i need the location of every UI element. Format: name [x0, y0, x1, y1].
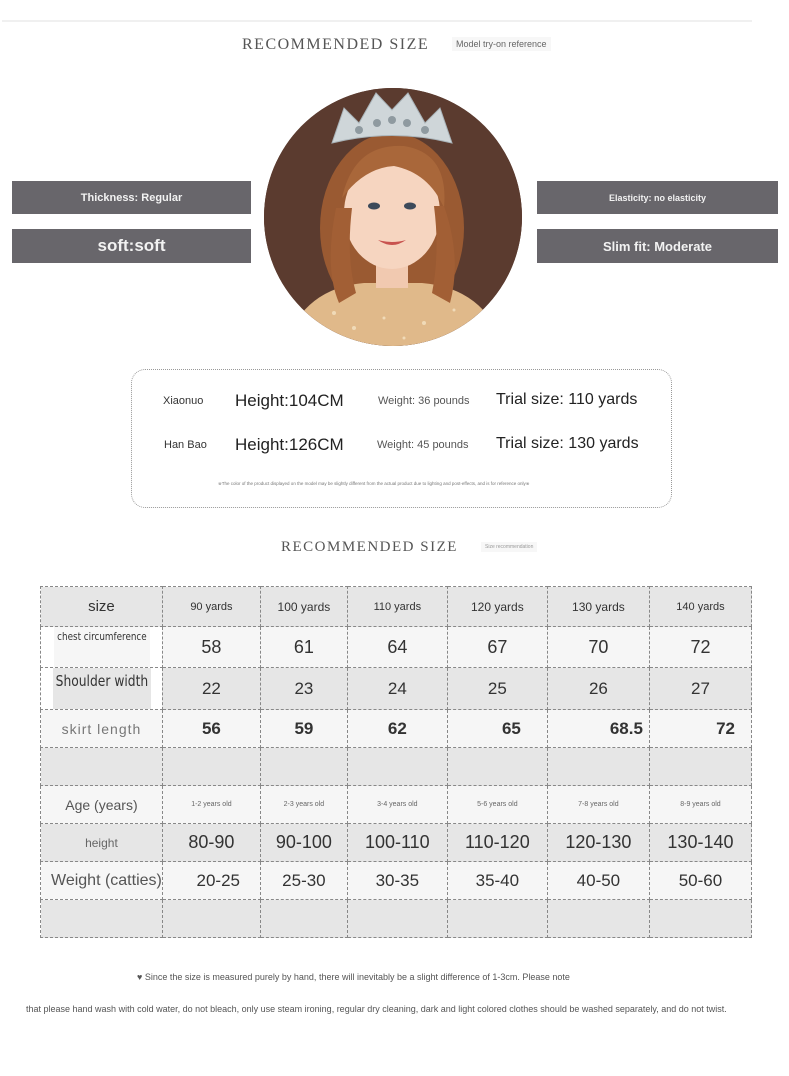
section-subtitle-model: Model try-on reference [452, 37, 551, 51]
color-disclaimer: ※The color of the product displayed on the model may be slightly different from the actual product due to lighting and post-effects, and is for reference only※ [218, 481, 530, 486]
height-cell: 80-90 [162, 824, 260, 862]
height-cell: 110-120 [447, 824, 547, 862]
chest-cell: 64 [347, 627, 447, 668]
weight-label-text: Weight (catties) [51, 871, 162, 889]
model-trial-size: Trial size: 110 yards [496, 391, 638, 408]
model-name: Xiaonuo [163, 395, 204, 407]
size-cell: 140 yards [649, 587, 751, 627]
shoulder-cell: 24 [347, 668, 447, 710]
section-title-size: RECOMMENDED SIZE [281, 539, 458, 555]
height-cell: 100-110 [347, 824, 447, 862]
age-cell: 3-4 years old [347, 786, 447, 824]
tag-softness: soft:soft [12, 229, 251, 263]
care-instructions: that please hand wash with cold water, do not bleach, only use steam ironing, regular dry cleaning, dark and light colored clothes should be washed separately, and do not twist. [26, 1004, 727, 1014]
age-cell: 2-3 years old [260, 786, 347, 824]
shoulder-cell: 23 [260, 668, 347, 710]
girl-portrait-illustration [264, 88, 522, 346]
size-cell: 130 yards [547, 587, 649, 627]
size-cell: 100 yards [260, 587, 347, 627]
size-chart-table [40, 586, 752, 938]
size-cell: 120 yards [447, 587, 547, 627]
age-cell: 7-8 years old [547, 786, 649, 824]
model-weight: Weight: 45 pounds [377, 439, 469, 451]
row-label: Age (years) [41, 786, 163, 824]
skirt-cell: 65 [447, 710, 547, 748]
tag-elasticity: Elasticity: no elasticity [537, 181, 778, 214]
model-photo [264, 88, 522, 346]
model-height: Height:126CM [235, 435, 344, 454]
table-row-age [41, 786, 752, 824]
row-label: Shoulder width [51, 668, 151, 710]
table-row-size [41, 587, 752, 627]
chest-cell: 72 [649, 627, 751, 668]
age-cell: 5-6 years old [447, 786, 547, 824]
weight-cell: 50-60 [649, 862, 751, 900]
skirt-cell: 62 [347, 710, 447, 748]
skirt-cell: 59 [260, 710, 347, 748]
weight-cell: 20-25 [162, 862, 260, 900]
row-label: skirt length [41, 710, 163, 748]
table-row-empty [41, 900, 752, 938]
model-name: Han Bao [164, 439, 207, 451]
chest-cell: 61 [260, 627, 347, 668]
row-label: height [41, 824, 163, 862]
section-title-model: RECOMMENDED SIZE [242, 36, 430, 53]
weight-cell: 25-30 [260, 862, 347, 900]
tag-thickness: Thickness: Regular [12, 181, 251, 214]
shoulder-cell: 25 [447, 668, 547, 710]
height-cell: 130-140 [649, 824, 751, 862]
height-cell: 120-130 [547, 824, 649, 862]
row-label: chest circumference [53, 627, 150, 668]
weight-cell: 35-40 [447, 862, 547, 900]
shoulder-cell: 22 [162, 668, 260, 710]
skirt-cell: 72 [649, 710, 751, 748]
model-weight: Weight: 36 pounds [378, 395, 470, 407]
model-trial-size: Trial size: 130 yards [496, 435, 639, 452]
shoulder-cell: 26 [547, 668, 649, 710]
table-row-chest [41, 627, 752, 668]
measurement-note: ♥ Since the size is measured purely by hand, there will inevitably be a slight difference of 1-3cm. Please note [137, 972, 570, 982]
height-cell: 90-100 [260, 824, 347, 862]
table-row-skirt [41, 710, 752, 748]
table-row-weight [41, 862, 752, 900]
table-row-empty [41, 748, 752, 786]
model-reference-box [131, 369, 672, 508]
chest-cell: 58 [162, 627, 260, 668]
age-cell: 8-9 years old [649, 786, 751, 824]
section-subtitle-size: Size recommendation [481, 542, 537, 552]
chest-cell: 67 [447, 627, 547, 668]
size-cell: 110 yards [347, 587, 447, 627]
size-cell: 90 yards [162, 587, 260, 627]
top-divider [2, 20, 752, 22]
model-height: Height:104CM [235, 391, 344, 410]
skirt-cell: 68.5 [547, 710, 649, 748]
table-row-height [41, 824, 752, 862]
skirt-cell: 56 [162, 710, 260, 748]
chest-cell: 70 [547, 627, 649, 668]
shoulder-cell: 27 [649, 668, 751, 710]
row-label [41, 862, 163, 900]
weight-cell: 40-50 [547, 862, 649, 900]
table-row-shoulder [41, 668, 752, 710]
weight-cell: 30-35 [347, 862, 447, 900]
row-label: size [41, 587, 163, 627]
tag-slim-fit: Slim fit: Moderate [537, 229, 778, 263]
age-cell: 1-2 years old [162, 786, 260, 824]
